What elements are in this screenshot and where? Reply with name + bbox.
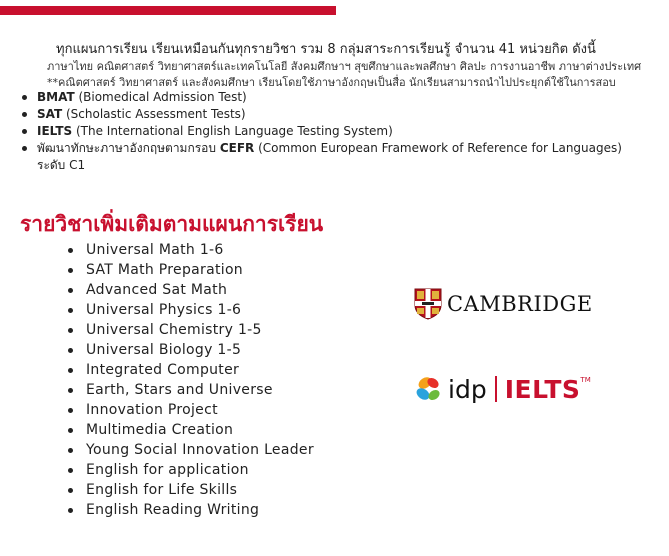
- ielts-wordmark: IELTS: [504, 374, 581, 404]
- test-full: (Scholastic Assessment Tests): [62, 107, 246, 121]
- test-abbr: IELTS: [37, 124, 73, 138]
- test-item-cefr: [20, 140, 622, 157]
- subject-item: English for application: [68, 460, 314, 480]
- test-item-bmat: [20, 89, 622, 106]
- intro-line-3: **คณิตศาสตร์ วิทยาศาสตร์ และสังคมศึกษา เรียนโดยใช้ภาษาอังกฤษเป็นสื่อ นักเรียนสามารถนำไปประยุกต์ใช้ในการสอบ: [47, 76, 616, 89]
- subject-item: Innovation Project: [68, 400, 314, 420]
- subject-item: Young Social Innovation Leader: [68, 440, 314, 460]
- idp-ielts-logo: [414, 372, 591, 406]
- test-abbr: BMAT: [37, 90, 75, 104]
- section-title: รายวิชาเพิ่มเติมตามแผนการเรียน: [20, 212, 324, 236]
- cefr-level: ระดับ C1: [37, 158, 86, 172]
- top-accent-bar: [0, 6, 336, 15]
- test-full: (Biomedical Admission Test): [74, 90, 247, 104]
- subject-item: SAT Math Preparation: [68, 260, 314, 280]
- idp-flower-icon: [414, 374, 444, 404]
- subject-item: Earth, Stars and Universe: [68, 380, 314, 400]
- subject-item: Universal Physics 1-6: [68, 300, 314, 320]
- test-abbr: SAT: [37, 107, 63, 121]
- cambridge-wordmark: CAMBRIDGE: [447, 292, 593, 316]
- subject-item: Multimedia Creation: [68, 420, 314, 440]
- cefr-full: (Common European Framework of Reference for Languages): [254, 141, 622, 155]
- subject-item: Universal Chemistry 1-5: [68, 320, 314, 340]
- cefr-prefix: พัฒนาทักษะภาษาอังกฤษตามกรอบ: [37, 141, 220, 155]
- subject-item: English Reading Writing: [68, 500, 314, 520]
- cambridge-shield-icon: [414, 288, 442, 320]
- subject-item: Universal Math 1-6: [68, 240, 314, 260]
- subject-item: Advanced Sat Math: [68, 280, 314, 300]
- intro-line-2: ภาษาไทย คณิตศาสตร์ วิทยาศาสตร์และเทคโนโลยี สังคมศึกษาฯ สุขศึกษาและพลศึกษา ศิลปะ การงานอาชีพ ภาษาต่างประเทศ: [47, 60, 642, 73]
- trademark-mark: TM: [580, 376, 591, 384]
- subject-item: Integrated Computer: [68, 360, 314, 380]
- subject-item: Universal Biology 1-5: [68, 340, 314, 360]
- intro-line-1: ทุกแผนการเรียน เรียนเหมือนกันทุกรายวิชา รวม 8 กลุ่มสาระการเรียนรู้ จำนวน 41 หน่วยกิต ดังนี้: [56, 42, 596, 57]
- test-item-sat: [20, 106, 622, 123]
- test-list: [20, 89, 622, 174]
- test-full: (The International English Language Testing System): [72, 124, 393, 138]
- logo-divider: [495, 376, 497, 402]
- subject-item: English for Life Skills: [68, 480, 314, 500]
- subject-list: [68, 240, 314, 520]
- cambridge-logo: [414, 287, 593, 321]
- test-item-ielts: [20, 123, 622, 140]
- idp-wordmark: idp: [448, 374, 487, 404]
- cefr-abbr: CEFR: [219, 141, 255, 155]
